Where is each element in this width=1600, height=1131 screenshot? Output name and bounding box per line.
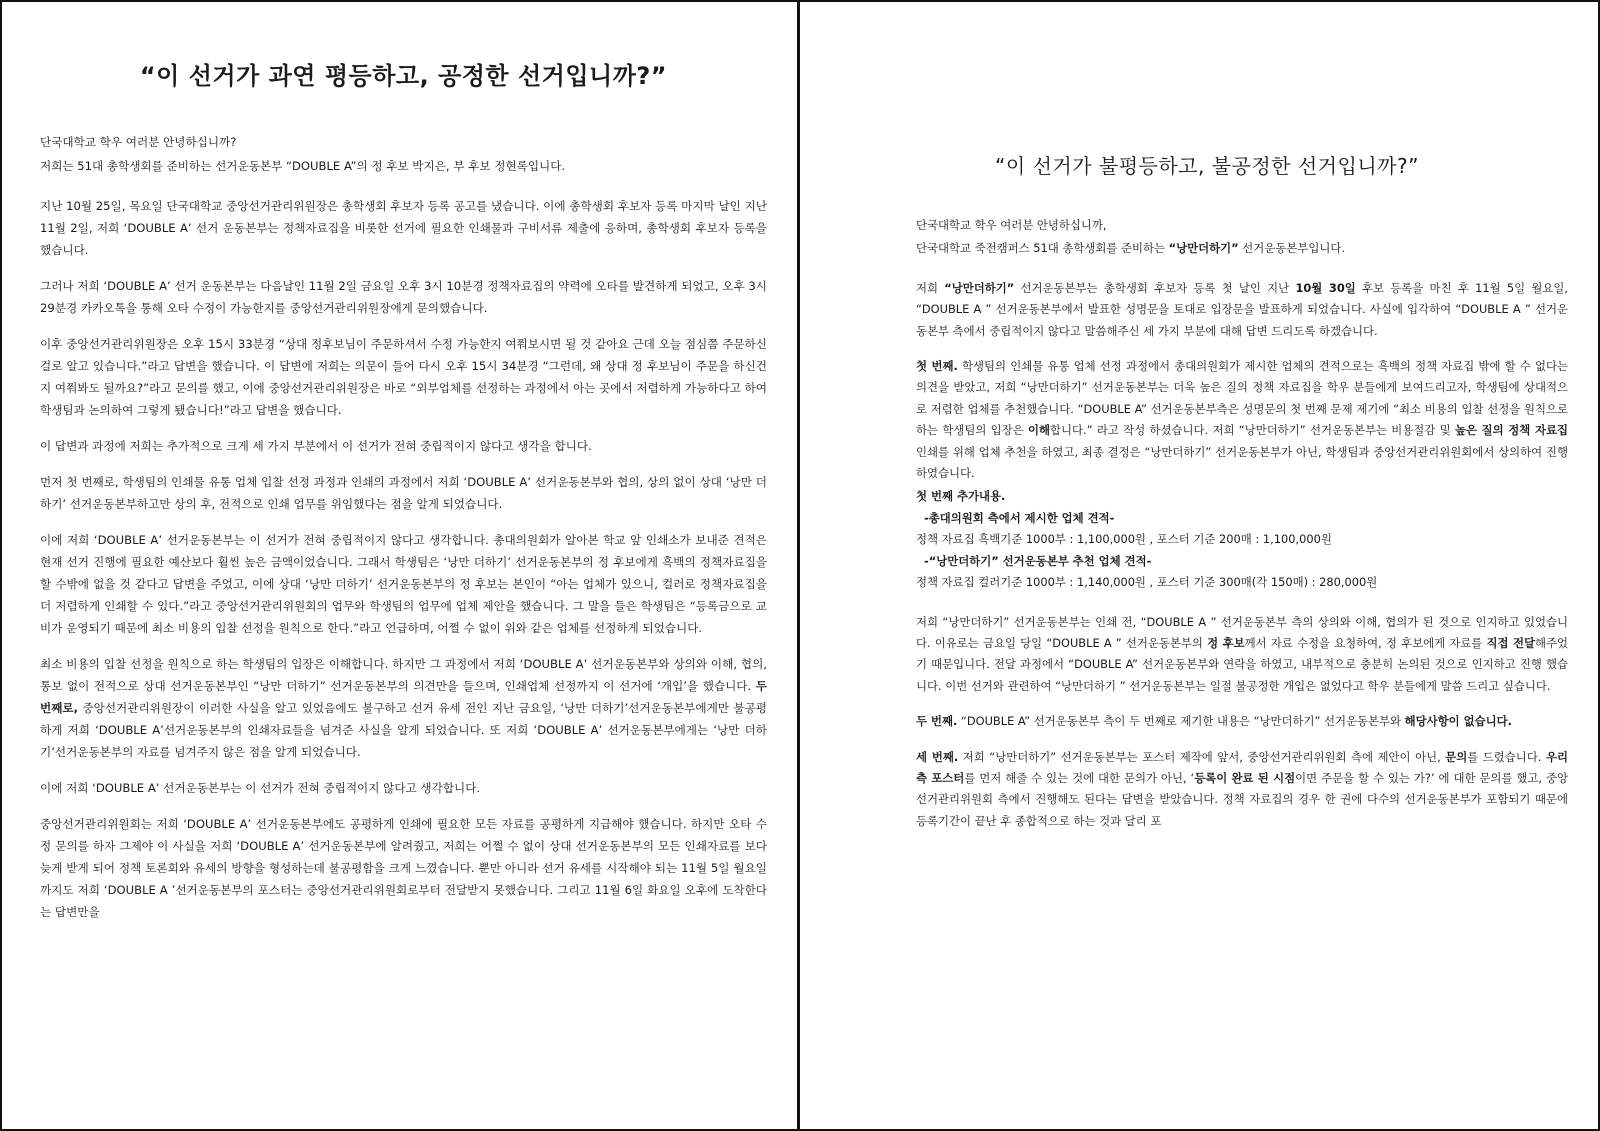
left-greeting-2: 저희는 51대 총학생회를 준비하는 선거운동본부 “DOUBLE A”의 정 후보 박지은, 부 후보 정현록입니다. (40, 159, 566, 173)
right-p3-d: 직접 전달 (1486, 635, 1535, 650)
left-p7-text-a: 최소 비용의 입찰 선정을 원칙으로 하는 학생팀의 입장은 이해합니다. 하지만 그 과정에서 저희 ‘DOUBLE A’ 선거운동본부와 상의와 이해, 협의, 통보 없이 전적으로 상대 선거운동본부인 “낭만 더하기” 선거운동본부의 의견만을 들으며, 인쇄업체 선정까지 이 선거에 ‘개입’을 했습니다. (40, 657, 767, 693)
right-p3-c: 께서 자료 수정을 요청하여, 정 후보에게 자료를 (1244, 635, 1487, 650)
right-paragraph-5 (916, 747, 1568, 833)
right-p3-a: 저희 “낭만더하기” 선거운동본부는 인쇄 전, “DOUBLE A ” 선거운동본부 측의 상의와 이해, 협의가 된 것으로 인지하고 있었습니다. 이유로는 금요일 당일 “DOUBLE A ” 선거운동본부의 (916, 614, 1568, 650)
right-p5-h: 이면 주문을 할 수 있는 가?’ 에 대한 문의를 했고, 중앙선거관리위원회 측에서 진행해도 된다는 답변을 받았습니다. 정책 자료집의 경우 한 권에 다수의 선거운동본부가 포함되기 때문에 등록기간이 끝난 후 종합적으로 하는 것과 달리 포 (916, 770, 1568, 828)
left-statement-page (2, 0, 797, 1131)
right-p5-d: 를 드렸습니다. (1467, 749, 1546, 764)
right-p4-label: 두 번째. (916, 714, 958, 729)
right-greeting-2-c: 선거운동본부입니다. (1238, 241, 1345, 256)
right-greeting-2 (916, 238, 1568, 259)
right-p1-c: 선거운동본부는 총학생회 후보자 등록 첫 날인 지난 (1014, 280, 1296, 295)
right-additional-title: 첫 번째 추가내용. (916, 489, 1006, 504)
left-paragraph-3: 이후 중앙선거관리위원장은 오후 15시 33분경 “상대 정후보님이 주문하셔서 수정 가능한지 여쭤보시면 될 것 같아요 근데 오늘 점심쯤 주문하신 걸로 알고 있습니다.”라고 답변을 했습니다. 이 답변에 저희는 의문이 들어 다시 오후 15시 34분경 “그런데, 왜 상대 정 후보님이 주문을 하신건지 여쭤봐도 될까요?”라고 문의를 했고, 이에 중앙선거관리위원장은 바로 “외부업체를 선정하는 과정에서 아는 곳에서 저렴하게 가능하다고 하여 학생팀과 논의하여 그렇게 됐습니다!”라고 답변을 했습니다. (40, 337, 767, 417)
right-p2-d: 합니다.” 라고 작성 하셨습니다. 저희 “낭만더하기” 선거운동본부는 비용절감 및 (1050, 423, 1455, 438)
right-p1-d: 10월 30일 (1295, 280, 1356, 295)
right-greeting-2-a: 단국대학교 죽전캠퍼스 51대 총학생회를 준비하는 (916, 241, 1169, 256)
right-paragraph-2 (916, 356, 1568, 484)
left-p7-text-c: 중앙선거관리위원장이 이러한 사실을 알고 있었음에도 불구하고 선거 유세 전인 지난 금요일, ‘낭만 더하기’선거운동본부에게만 불공평하게 저희 ‘DOUBLE A’선거운동본부의 인쇄자료들을 넘겨준 사실을 알게 되었습니다. 또 저희 ‘DOUBLE A’ 선거운동본부에게는 ‘낭만 더하기’선거운동본부의 자료를 넘겨주지 않은 점을 알게 되었습니다. (40, 701, 767, 759)
right-p1-e: 후보 등록을 마친 후 11월 5일 월요일, “DOUBLE A ” 선거운동본부에서 발표한 성명문을 토대로 입장문을 발표하게 되었습니다. 사실에 입각하여 “DOUBLE A ” 선거운동본부 측에서 중립적이지 않다고 말씀해주신 세 가지 부분에 대해 답변 드리도록 하겠습니다. (916, 280, 1568, 338)
right-p2-label: 첫 번째. (916, 359, 958, 374)
right-p3-e: 해주었기 때문입니다. 전달 과정에서 “DOUBLE A” 선거운동본부와 연락을 하였고, 내부적으로 충분히 논의된 것으로 인지하고 진행 했습니다. 이번 선거와 관련하여 “낭만더하기 ” 선거운동본부는 일절 불공정한 개입은 없었다고 학우 분들에게 말씀 드리고 싶습니다. (916, 635, 1569, 693)
right-p2-c: 이해 (1028, 423, 1051, 438)
right-paragraph-3 (916, 612, 1568, 698)
right-p1-b: “낭만더하기” (944, 280, 1015, 295)
right-p5-b: 저희 “낭만더하기” 선거운동본부는 포스터 제작에 앞서, 중앙선거관리위원회 측에 제안이 아닌, (958, 749, 1446, 764)
right-p3-b: 정 후보 (1207, 635, 1245, 650)
right-quote-2-line: 정책 자료집 컬러기준 1000부 : 1,140,000원 , 포스터 기준 300매(각 150매) : 280,000원 (916, 575, 1378, 590)
left-paragraph-8: 이에 저희 ‘DOUBLE A’ 선거운동본부는 이 선거가 전혀 중립적이지 않다고 생각합니다. (40, 781, 481, 795)
right-p2-b: 학생팀의 인쇄물 유통 업체 선정 과정에서 총대의원회가 제시한 업체의 견적으로는 흑백의 정책 자료집 밖에 할 수 없다는 의견을 받았고, 저희 “낭만더하기” 선거운동본부는 더욱 높은 질의 정책 자료집을 학우 분들에게 보여드리고자, 학생팀에 상대적으로 저렴한 업체를 추천했습니다. “DOUBLE A” 선거운동본부측은 성명문의 첫 번째 문제 제기에 “최소 비용의 입찰 선정을 원칙으로 하는 학생팀의 입장은 (916, 359, 1568, 438)
right-p5-e: 우리 측 포스터 (916, 749, 1568, 785)
right-p2-f: 인쇄를 위해 업체 추천을 하였고, 최종 결정은 “낭만더하기” 선거운동본부가 아닌, 학생팀과 중앙선거관리위원회에서 상의하여 진행 하였습니다. (916, 444, 1568, 481)
right-paragraph-4 (916, 711, 1568, 732)
left-paragraph-9: 중앙선거관리위원회는 저희 ‘DOUBLE A’ 선거운동본부에도 공평하게 인쇄에 필요한 모든 자료를 공평하게 지급해야 했습니다. 하지만 오타 수정 문의를 하자 그제야 이 사실을 저희 ‘DOUBLE A’ 선거운동본부에 알려줬고, 저희는 어쩔 수 없이 상대 선거운동본부의 모든 인쇄자료를 보다 늦게 받게 되어 정책 토론회와 유세의 방향을 형성하는데 불공평함을 크게 느꼈습니다. 뿐만 아니라 선거 유세를 시작해야 되는 11월 5일 월요일까지도 저희 ‘DOUBLE A ’선거운동본부의 포스터는 중앙선거관리위원회로부터 전달받지 못했습니다. 그리고 11월 6일 화요일 오후에 도착한다는 답변만을 (40, 817, 767, 919)
right-greeting-1: 단국대학교 학우 여러분 안녕하십니까, (916, 218, 1107, 232)
right-p5-f: 를 먼저 해줄 수 있는 것에 대한 문의가 아닌, ‘ (964, 770, 1195, 785)
right-title: “이 선거가 불평등하고, 불공정한 선거입니까?” (995, 154, 1419, 178)
left-paragraph-1: 지난 10월 25일, 목요일 단국대학교 중앙선거관리위원장은 총학생회 후보자 등록 공고를 냈습니다. 이에 총학생회 후보자 등록 마지막 날인 지난 11월 2일, 저희 ‘DOUBLE A’ 선거 운동본부는 정책자료집을 비롯한 선거에 필요한 인쇄물과 구비서류 제출에 응하며, 총학생회 후보자 등록을 했습니다. (40, 199, 767, 257)
right-p1-a: 저희 (916, 280, 945, 295)
right-statement-page (800, 0, 1598, 1131)
right-p5-c: 문의 (1445, 749, 1468, 764)
right-p2-e: 높은 질의 정책 자료집 (1454, 423, 1568, 438)
left-paragraph-5: 먼저 첫 번째로, 학생팀의 인쇄물 유통 업체 입찰 선정 과정과 인쇄의 과정에서 저희 ‘DOUBLE A’ 선거운동본부와 협의, 상의 없이 상대 ‘낭만 더하기’ 선거운동본부하고만 상의 후, 전적으로 인쇄 업무를 위임했다는 점을 알게 되었습니다. (40, 475, 767, 511)
left-paragraph-6: 이에 저희 ‘DOUBLE A’ 선거운동본부는 이 선거가 전혀 중립적이지 않다고 생각합니다. 총대의원회가 알아본 학교 앞 인쇄소가 보내준 견적은 현재 선거 진행에 필요한 예산보다 훨씬 높은 금액이었습니다. 그래서 학생팀은 ‘낭만 더하기’ 선거운동본부의 정 후보에게 흑백의 정책자료집을 할 수밖에 없을 것 같다고 답변을 주었고, 이에 상대 ‘낭만 더하기’ 선거운동본부의 정 후보는 본인이 “아는 업체가 있으니, 컬러로 정책자료집을 더 저렴하게 인쇄할 수 있다.”라고 중앙선거관리위원회의 업무와 학생팀의 업무에 업체 제안을 했습니다. 그 말을 들은 학생팀은 “등록금으로 교비가 운영되기 때문에 최소 비용의 입찰 선정을 원칙으로 한다.”라고 언급하며, 어쩔 수 없이 위와 같은 업체를 선정하게 되었습니다. (40, 533, 767, 635)
left-p7-second-label: 두 번째로, (40, 679, 767, 715)
right-paragraph-1 (916, 278, 1568, 342)
left-greeting-1: 단국대학교 학우 여러분 안녕하십니까? (40, 135, 237, 149)
right-quote-1-title: -총대의원회 측에서 제시한 업체 견적- (924, 510, 1115, 525)
right-p5-label: 세 번째. (916, 749, 959, 764)
left-paragraph-7 (40, 653, 767, 763)
left-paragraph-2: 그러나 저희 ‘DOUBLE A’ 선거 운동본부는 다음날인 11월 2일 금요일 오후 3시 10분경 정책자료집의 약력에 오타를 발견하게 되었고, 오후 3시 29분경 카카오톡을 통해 오타 수정이 가능한지를 중앙선거관리위원장에게 문의했습니다. (40, 279, 767, 315)
right-quote-2-title: -“낭만더하기” 선거운동본부 추천 업체 견적- (924, 553, 1152, 568)
right-p4-b: “DOUBLE A” 선거운동본부 측이 두 번째로 제기한 내용은 “낭만더하기” 선거운동본부와 (957, 714, 1405, 729)
right-quote-1-line: 정책 자료집 흑백기준 1000부 : 1,100,000원 , 포스터 기준 200매 : 1,100,000원 (916, 532, 1332, 547)
right-greeting-2-campaign: “낭만더하기” (1168, 241, 1239, 256)
right-p4-c: 해당사항이 없습니다. (1404, 714, 1512, 729)
left-title: “이 선거가 과연 평등하고, 공정한 선거입니까?” (139, 62, 668, 90)
right-p5-g: 등록이 완료 된 시점 (1194, 770, 1296, 785)
left-paragraph-4: 이 답변과 과정에 저희는 추가적으로 크게 세 가지 부분에서 이 선거가 전혀 중립적이지 않다고 생각을 합니다. (40, 439, 592, 453)
